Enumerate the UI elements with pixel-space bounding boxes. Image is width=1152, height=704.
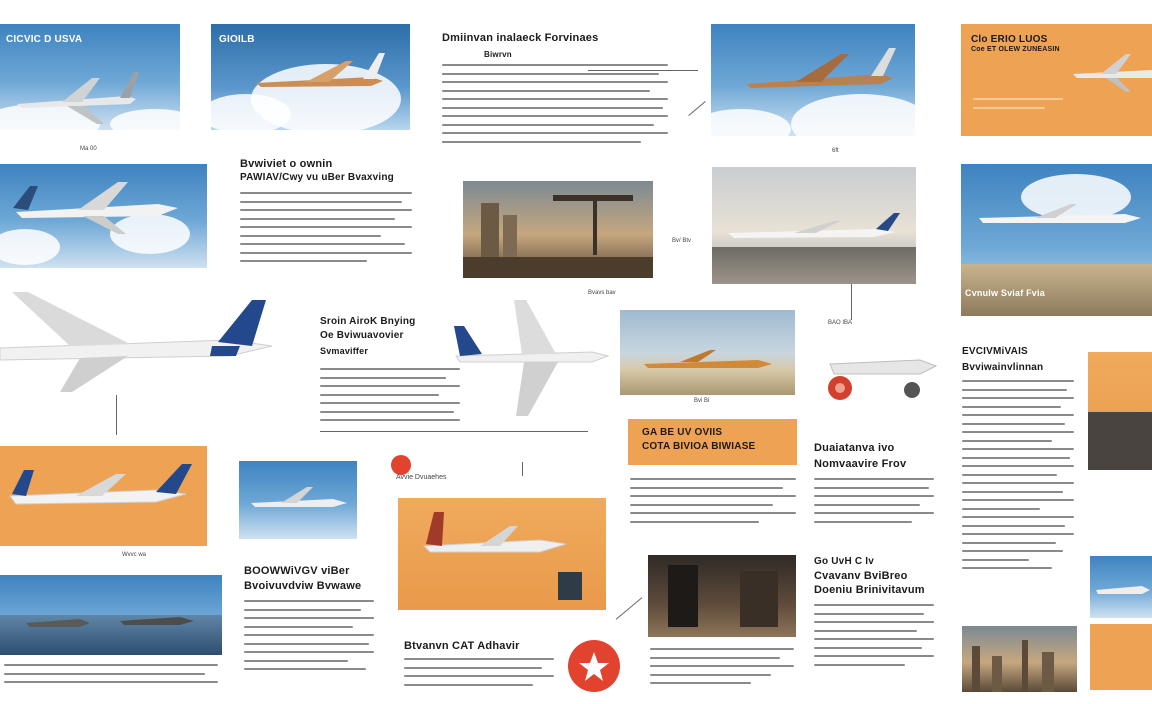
photo-caption: Wvvc wa (122, 552, 146, 558)
airplane-icon (8, 176, 188, 236)
card-heading: Cvnulw Sviaf Fvia (965, 288, 1045, 298)
card-heading: Clo ERIO LUOS (971, 34, 1048, 45)
text-block (4, 664, 218, 690)
red-star-logo (568, 640, 620, 692)
section-heading: Nomvaavire Frov (814, 458, 907, 470)
section-heading: BOOWWiVGV viBer (244, 565, 350, 577)
airplane-icon (12, 66, 142, 126)
section-heading: Dmiinvan inalaeck Forvinaes (442, 32, 599, 44)
star-icon (568, 640, 620, 692)
connector-line (616, 597, 643, 620)
connector-line (851, 284, 852, 320)
airplane-icon (452, 298, 612, 418)
text-block (650, 648, 794, 691)
orange-airplane-photo (398, 498, 606, 610)
text-block (404, 658, 554, 692)
card-subheading: Coe ET OLEW ZUNEASIN (971, 46, 1060, 53)
text-block (320, 368, 460, 428)
section-heading: Cvavanv BviBreo (814, 570, 908, 582)
airfield-photo (0, 575, 222, 655)
section-heading: Go UvH C Iv (814, 556, 874, 567)
section-heading: Sroin AiroK Bnying (320, 316, 416, 327)
airplane-photo-bottom-right (1090, 556, 1152, 618)
orange-airplane-card (0, 446, 207, 546)
card-heading: CICVIC D USVA (6, 34, 83, 45)
text-block (240, 192, 412, 269)
section-heading: Doeniu Brinivitavum (814, 584, 925, 596)
airplane-runway-photo (712, 167, 916, 284)
airplane-photo-clouds (211, 24, 410, 130)
section-heading: Bvwiviet o ownin (240, 158, 333, 170)
section-heading: Bvviwainvlinnan (962, 362, 1044, 373)
text-block (814, 604, 934, 672)
photo-caption: Bv/ Btv (672, 238, 692, 244)
banner-heading: GA BE UV OVIIS (642, 427, 723, 438)
text-block (442, 64, 668, 149)
section-heading: Svmaviffer (320, 346, 369, 356)
section-heading: PAWIAV/Cwy vu uBer Bvaxving (240, 172, 394, 183)
section-heading: Btvanvn CAT Adhavir (404, 640, 520, 652)
airplane-icon (640, 340, 780, 380)
airplane-icon (20, 599, 200, 639)
connector-line (116, 395, 117, 435)
industrial-site-photo (463, 181, 653, 278)
airplane-photo-left (0, 164, 207, 268)
photo-caption: Bvavs bav (588, 290, 616, 296)
photo-caption: BAO IBA (828, 320, 853, 326)
section-subheading: Biwrvn (484, 50, 512, 59)
text-block (962, 380, 1074, 576)
orange-feature-card (961, 24, 1152, 136)
airplane-icon (1071, 46, 1152, 96)
logo-caption: Avvie Dvuaehes (396, 474, 447, 481)
airplane-icon (247, 481, 351, 521)
airplane-icon (251, 49, 391, 109)
connector-line (320, 431, 588, 432)
airplane-icon (741, 44, 901, 104)
text-block (630, 478, 796, 529)
section-heading: EVCIVMiVAIS (962, 346, 1028, 357)
airplane-icon (6, 460, 196, 520)
terminal-interior-photo (648, 555, 796, 637)
card-text-lines (973, 98, 1063, 115)
airplane-desert-photo (620, 310, 795, 395)
airplane-photo-small (239, 461, 357, 539)
section-heading: Bvoivuvdviw Bvwawe (244, 580, 362, 592)
airplane-icon (1094, 574, 1152, 604)
text-block (244, 600, 374, 677)
text-block (814, 478, 934, 529)
airplane-photo-top-left (0, 24, 180, 130)
airplane-photo-top-right (711, 24, 915, 136)
airplane-icon (420, 506, 570, 566)
photo-caption: Ma 00 (80, 146, 97, 152)
connector-line (688, 101, 705, 116)
connector-line (588, 70, 698, 71)
airport-photo-right (1088, 352, 1152, 470)
divider-line (522, 462, 523, 476)
orange-corner-card (1090, 624, 1152, 690)
photo-caption: 6ft (832, 148, 839, 154)
section-heading: Duaiatanva ivo (814, 442, 895, 454)
card-heading: GIOILB (219, 34, 255, 45)
airplane-icon (975, 198, 1145, 238)
airplane-large-photo (0, 290, 290, 395)
orange-heading-banner (628, 419, 797, 465)
city-skyline-photo (962, 626, 1077, 692)
banner-heading: COTA BIVIOA BIWIASE (642, 441, 756, 452)
section-heading: Oe Bviwuavovier (320, 330, 404, 341)
airplane-icon (724, 211, 904, 251)
vintage-aircraft-icon (820, 334, 940, 404)
airplane-city-photo (961, 164, 1152, 316)
red-circle-logo (391, 455, 411, 475)
airplane-icon (0, 290, 290, 395)
photo-caption: Bvi Bi (694, 398, 710, 404)
